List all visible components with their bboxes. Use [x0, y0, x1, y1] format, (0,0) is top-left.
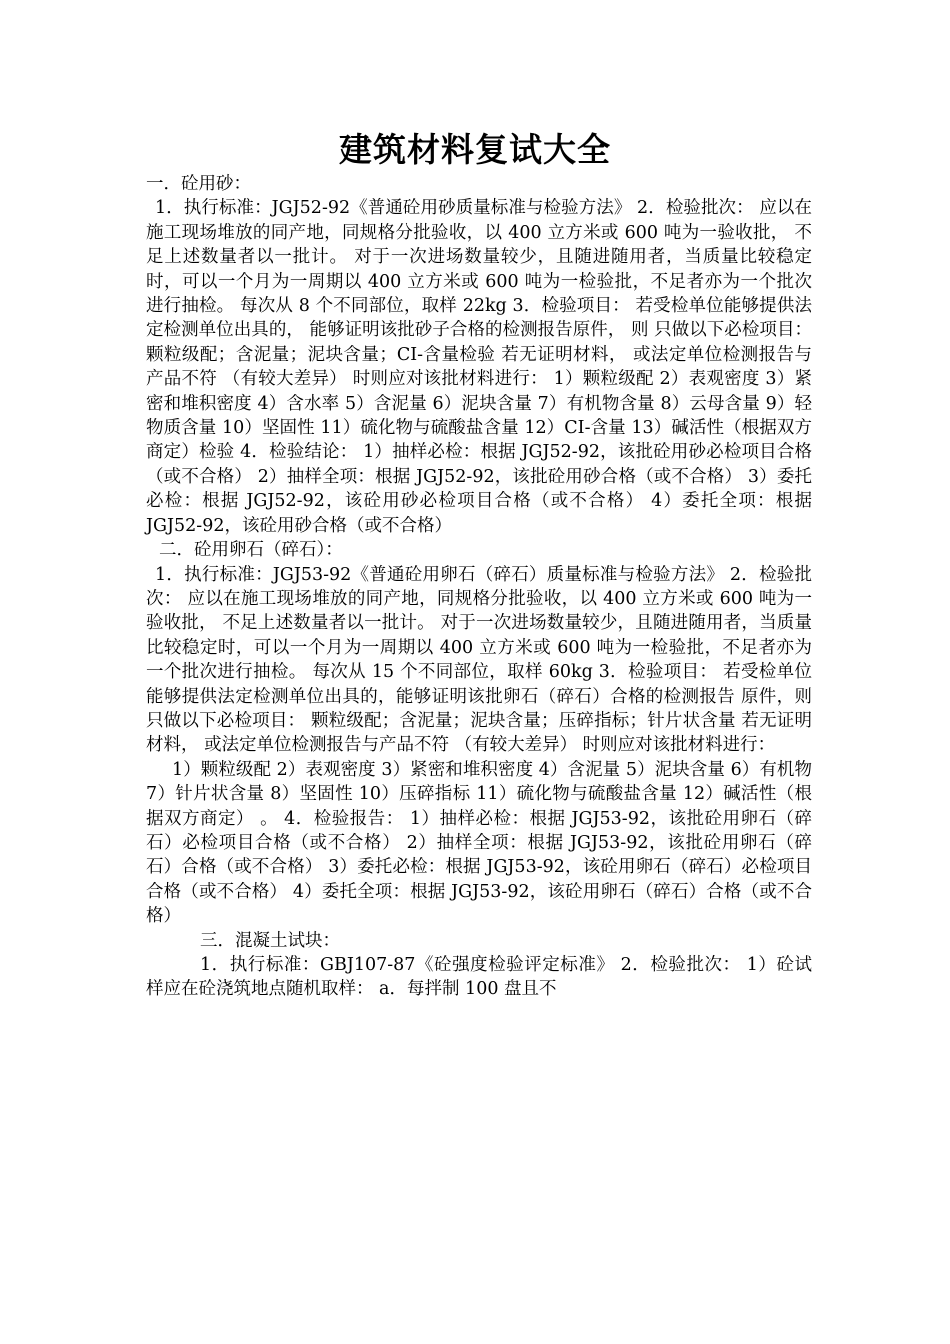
document-title: 建筑材料复试大全 [339, 130, 611, 169]
paragraph-gravel-test-items: 1）颗粒级配 2）表观密度 3）紧密和堆积密度 4）含泥量 5）泥块含量 6）有机物 7）针片状含量 8）坚固性 10）压碎指标 11）硫化物与硫酸盐含量 12）碱活性（根据双方商定） 。 4．检验报告： 1）抽样必检：根据 JGJ53-92，该批砼用卵石（碎石）必检项目合格（或不合格） 2）抽样全项：根据 JGJ53-92，该批砼用卵石（碎石）合格（或不合格） 3）委托必检：根据 JGJ53-92，该砼用卵石（碎石）必检项目合格（或不合格） 4）委托全项：根据 JGJ53-92，该砼用卵石（碎石）合格（或不合格） [146, 759, 812, 927]
paragraph-gravel-standard: 1．执行标准：JGJ53-92《普通砼用卵石（碎石）质量标准与检验方法》 2．检验批次： 应以在施工现场堆放的同产地，同规格分批验收，以 400 立方米或 600 吨为一验收批， 不足上述数量者以一批计。 对于一次进场数量较少，且随进随用者，当质量比较稳定时，可以一个月为一周期以 400 立方米或 600 吨为一检验批，不足者亦为一个批次进行抽检。 每次从 15 个不同部位，取样 60kg 3．检验项目： 若受检单位能够提供法定检测单位出具的，能够证明该批卵石（碎石）合格的检测报告 原件，则只做以下必检项目： 颗粒级配；含泥量；泥块含量；压碎指标；针片状含量 若无证明材料， 或法定单位检测报告与产品不符 （有较大差异） 时则应对该批材料进行： [146, 564, 812, 756]
section-heading-concrete: 三．混凝土试块： [200, 930, 340, 951]
paragraph-sand-standard: 1．执行标准：JGJ52-92《普通砼用砂质量标准与检验方法》 2．检验批次： 应以在施工现场堆放的同产地，同规格分批验收，以 400 立方米或 600 吨为一验收批， 不足上述数量者以一批计。 对于一次进场数量较少，且随进随用者，当质量比较稳定时，可以一个月为一周期以 400 立方米或 600 吨为一检验批，不足者亦为一个批次进行抽检。 每次从 8 个不同部位，取样 22kg 3．检验项目： 若受检单位能够提供法定检测单位出具的， 能够证明该批砂子合格的检测报告原件， 则 只做以下必检项目： 颗粒级配；含泥量；泥块含量；CI-含量检验 若无证明材料， 或法定单位检测报告与产品不符 （有较大差异） 时则应对该批材料进行： 1）颗粒级配 2）表观密度 3）紧密和堆积密度 4）含水率 5）含泥量 6）泥块含量 7）有机物含量 8）云母含量 9）轻物质含量 10）坚固性 11）硫化物与硫酸盐含量 12）CI-含量 13）碱活性（根据双方商定）检验 4．检验结论： 1）抽样必检：根据 JGJ52-92，该批砼用砂必检项目合格（或不合格） 2）抽样全项：根据 JGJ52-92，该批砼用砂合格（或不合格） 3）委托必检：根据 JGJ52-92，该砼用砂必检项目合格（或不合格） 4）委托全项：根据 JGJ52-92，该砼用砂合格（或不合格） [146, 198, 812, 536]
section-heading-sand: 一．砼用砂： [146, 174, 251, 194]
section-heading-gravel: 二．砼用卵石（碎石）： [159, 540, 343, 561]
document-body [146, 172, 812, 1002]
paragraph-concrete-standard: 1．执行标准：GBJ107-87《砼强度检验评定标准》 2．检验批次： 1）砼试样应在砼浇筑地点随机取样： a．每拌制 100 盘且不 [146, 955, 812, 1000]
